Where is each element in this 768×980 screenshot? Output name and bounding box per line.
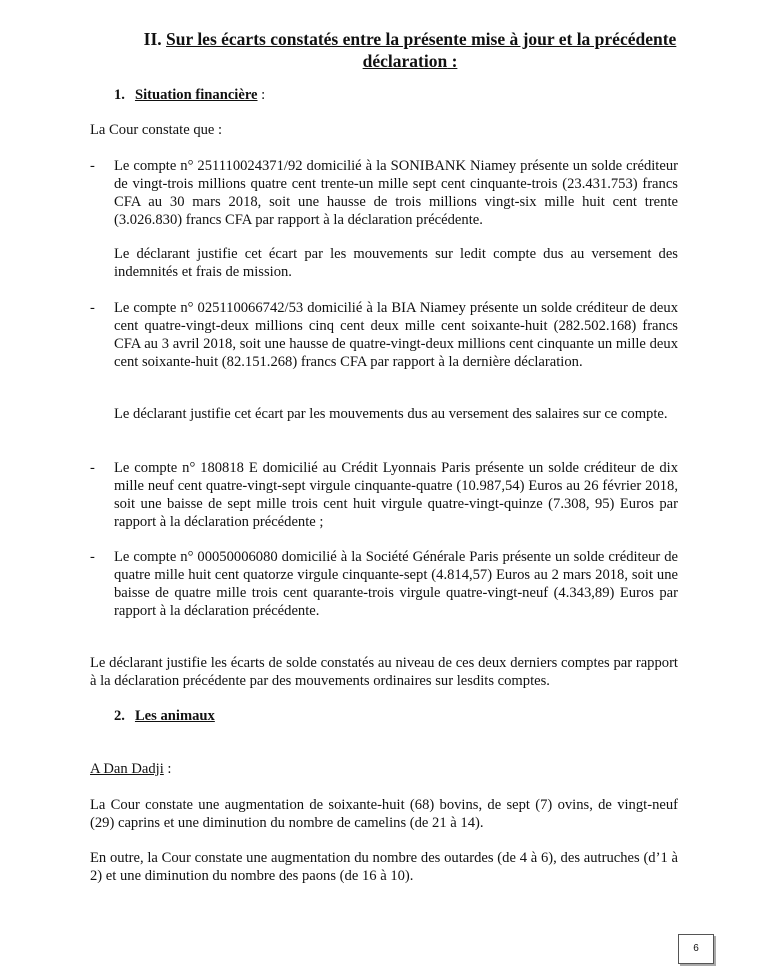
list-dash: -: [90, 460, 95, 476]
place-label: A Dan Dadji: [90, 761, 164, 777]
subsection-heading-financial: [114, 86, 265, 104]
section-title: [80, 28, 740, 72]
subsection-number: 1.: [114, 87, 125, 103]
closing-paragraph: Le déclarant justifie les écarts de solde constatés au niveau de ces deux derniers comptes par rapport à la déclaration précédente par des mouvements ordinaires sur lesdits comptes.: [90, 655, 678, 689]
list-dash: -: [90, 549, 95, 565]
list-item-text: Le compte n° 025110066742/53 domicilié à la BIA Niamey présente un solde créditeur de deux cent quatre-vingt-deux millions cinq cent deux mille cent soixante-huit (282.502.168) francs CFA au 3 avril 2018, soit une hausse de quatre-vingt-deux millions cent cinquante un mille deux cent soixante-huit (82.151.268) francs CFA par rapport à la dernière déclaration.: [114, 300, 678, 370]
animals-paragraph: En outre, la Cour constate une augmentation du nombre des outardes (de 4 à 6), des autruches (d’1 à 2) et une diminution du nombre des paons (de 16 à 10).: [90, 850, 678, 884]
place-suffix: :: [163, 761, 172, 777]
justification-paragraph: Le déclarant justifie cet écart par les mouvements sur ledit compte dus au versement des indemnités et frais de mission.: [114, 246, 678, 280]
list-dash: -: [90, 300, 95, 316]
section-number: II.: [143, 29, 162, 49]
subsection-suffix: :: [257, 87, 266, 103]
section-title-line2: déclaration: [362, 51, 448, 71]
list-item-text: Le compte n° 180818 E domicilié au Crédit Lyonnais Paris présente un solde créditeur de dix mille neuf cent quatre-vingt-sept virgule cinquante-quatre (10.987,54) Euros au 26 février 2018, soit une baisse de sept mille trois cent huit virgule quatre-vingt-quinze (7.308, 95) Euros par rapport à la déclaration précédente ;: [114, 460, 678, 530]
intro-paragraph: La Cour constate que :: [90, 122, 223, 138]
list-dash: -: [90, 158, 95, 174]
list-item-text: Le compte n° 251110024371/92 domicilié à la SONIBANK Niamey présente un solde créditeur de vingt-trois millions quatre cent trente-un mille sept cent cinquante-trois (23.431.753) francs CFA au 30 mars 2018, soit une hausse de trois millions vingt-six mille huit cent trente (3.026.830) francs CFA par rapport à la déclaration précédente.: [114, 158, 678, 228]
subsection-title: Situation financière: [134, 87, 258, 103]
page-number: 6: [678, 934, 714, 964]
subsection-heading-animals: [114, 707, 215, 725]
animals-paragraph: La Cour constate une augmentation de soixante-huit (68) bovins, de sept (7) ovins, de vingt-neuf (29) caprins et une diminution du nombre de camelins (de 21 à 14).: [90, 797, 678, 831]
section-title-end: :: [447, 51, 458, 71]
section-title-line1: Sur les écarts constatés entre la présente mise à jour et la précédente: [166, 29, 677, 49]
subsection-number: 2.: [114, 708, 125, 724]
subsection-title: Les animaux: [134, 708, 215, 724]
list-item-text: Le compte n° 00050006080 domicilié à la Société Générale Paris présente un solde créditeur de quatre mille huit cent quatorze virgule cinquante-sept (4.814,57) Euros au 2 mars 2018, soit une baisse de quatre mille trois cent quarante-trois virgule quatre-vingt-neuf (4.343,89) Euros par rapport à la déclaration précédente.: [114, 549, 678, 619]
justification-paragraph: Le déclarant justifie cet écart par les mouvements dus au versement des salaires sur ce compte.: [114, 406, 668, 422]
place-heading: [90, 760, 678, 778]
